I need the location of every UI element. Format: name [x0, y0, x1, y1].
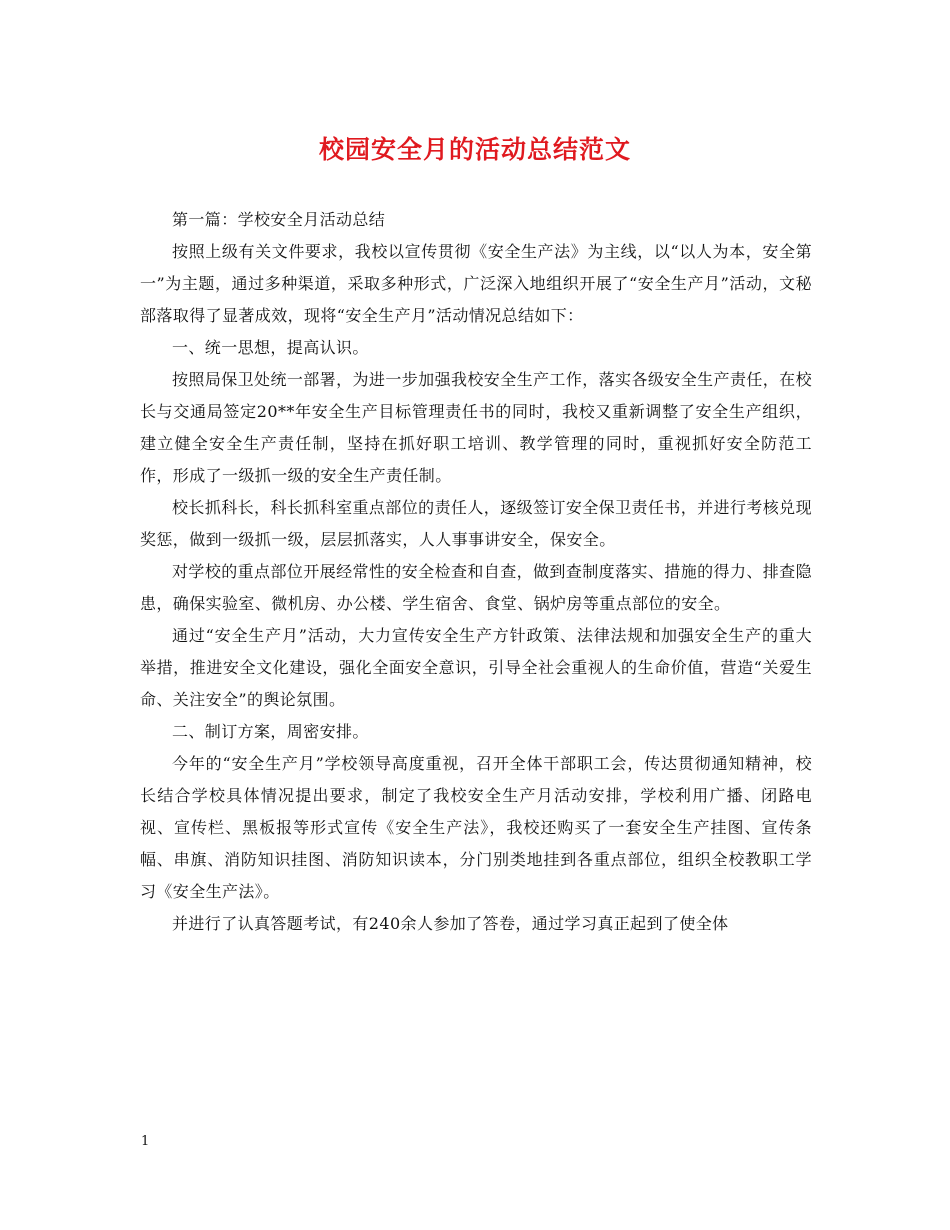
body-paragraph: 按照上级有关文件要求，我校以宣传贯彻《安全生产法》为主线，以“以人为本，安全第一”为主题，通过多种渠道，采取多种形式，广泛深入地组织开展了“安全生产月”活动，文秘部落取得了显著成效，现将“安全生产月”活动情况总结如下：	[140, 242, 812, 325]
body-paragraph: 通过“安全生产月”活动，大力宣传安全生产方针政策、法律法规和加强安全生产的重大举措，推进安全文化建设，强化全面安全意识，引导全社会重视人的生命价值，营造“关爱生命、关注安全”的舆论氛围。	[140, 626, 812, 709]
section-heading: 二、制订方案，周密安排。	[172, 722, 369, 741]
body-paragraph: 按照局保卫处统一部署，为进一步加强我校安全生产工作，落实各级安全生产责任，在校长与交通局签定20**年安全生产目标管理责任书的同时，我校又重新调整了安全生产组织，建立健全安全生产责任制，坚持在抓好职工培训、教学管理的同时，重视抓好安全防范工作，形成了一级抓一级的安全生产责任制。	[140, 370, 812, 485]
section-heading: 一、统一思想，提高认识。	[172, 338, 369, 357]
document-body	[140, 204, 812, 940]
page-number: 1	[141, 1134, 150, 1149]
body-paragraph: 校长抓科长，科长抓科室重点部位的责任人，逐级签订安全保卫责任书，并进行考核兑现奖惩，做到一级抓一级，层层抓落实，人人事事讲安全，保安全。	[140, 498, 812, 549]
section-heading: 第一篇：学校安全月活动总结	[172, 210, 386, 229]
body-paragraph: 今年的“安全生产月”学校领导高度重视，召开全体干部职工会，传达贯彻通知精神，校长结合学校具体情况提出要求，制定了我校安全生产月活动安排，学校利用广播、闭路电视、宣传栏、黑板报等形式宣传《安全生产法》，我校还购买了一套安全生产挂图、宣传条幅、串旗、消防知识挂图、消防知识读本，分门别类地挂到各重点部位，组织全校教职工学习《安全生产法》。	[140, 754, 812, 901]
body-paragraph: 对学校的重点部位开展经常性的安全检查和自查，做到查制度落实、措施的得力、排查隐患，确保实验室、微机房、办公楼、学生宿舍、食堂、锅炉房等重点部位的安全。	[140, 562, 812, 613]
document-title: 校园安全月的活动总结范文	[318, 135, 631, 164]
body-paragraph: 并进行了认真答题考试，有240余人参加了答卷，通过学习真正起到了使全体	[172, 914, 729, 933]
